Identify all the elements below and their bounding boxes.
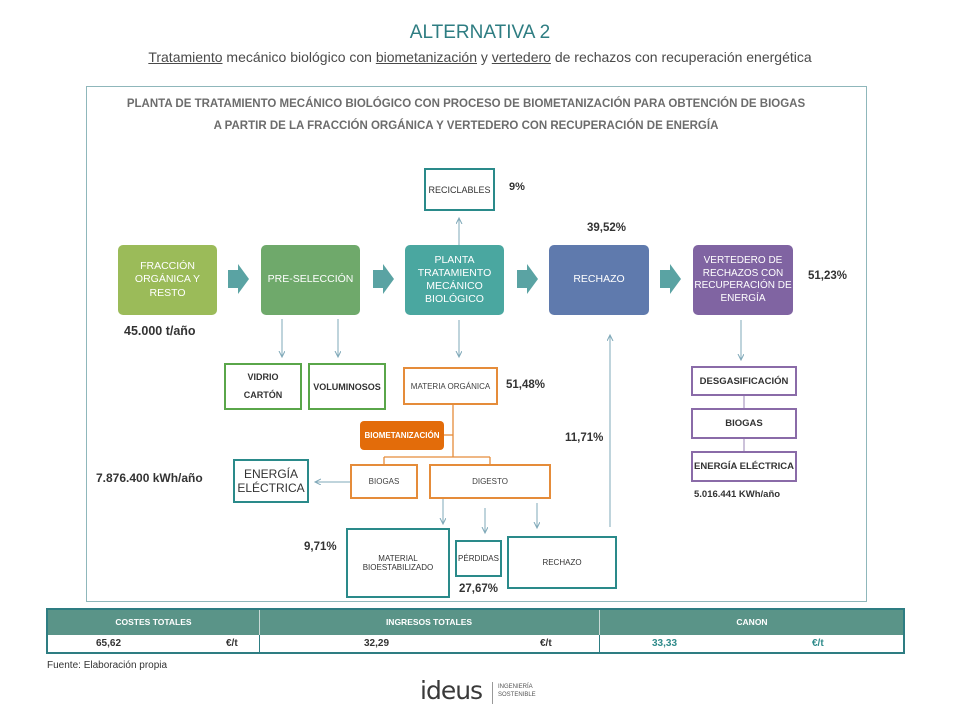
- node-reciclables: RECICLABLES: [424, 168, 495, 211]
- header-divider: [259, 610, 260, 635]
- node-vidrio-label: VIDRIO: [247, 372, 279, 383]
- node-biogas-small: BIOGAS: [350, 464, 418, 499]
- source-note: Fuente: Elaboración propia: [47, 660, 168, 671]
- node-rechazo: RECHAZO: [549, 245, 649, 315]
- header-canon: CANON: [736, 617, 768, 627]
- node-vertedero: VERTEDERO DE RECHAZOS CON RECUPERACIÓN DE ENERGÍA: [693, 245, 793, 315]
- unit-canon: €/t: [812, 638, 824, 649]
- row-divider: [259, 635, 260, 652]
- header-costes-totales: COSTES TOTALES: [115, 617, 192, 627]
- cost-table: [46, 608, 905, 654]
- diagram-title-line2: A PARTIR DE LA FRACCIÓN ORGÁNICA Y VERTEDERO CON RECUPERACIÓN DE ENERGÍA: [213, 120, 719, 132]
- label-pct-vertedero: 51,23%: [808, 270, 848, 282]
- flow-arrow-4: [660, 264, 681, 294]
- label-pct-perdidas: 27,67%: [459, 583, 499, 595]
- subtitle-text-2: y: [477, 49, 492, 65]
- node-vidrio-carton: [224, 363, 302, 410]
- node-perdidas: PÉRDIDAS: [455, 540, 502, 577]
- flow-arrow-3: [517, 264, 538, 294]
- node-fraccion-organica: FRACCIÓN ORGÁNICA Y RESTO: [118, 245, 217, 315]
- node-energia-electrica-left: ENERGÍA ELÉCTRICA: [233, 459, 309, 503]
- diagram-title-line1: PLANTA DE TRATAMIENTO MECÁNICO BIOLÓGICO CON PROCESO DE BIOMETANIZACIÓN PARA OBTENCIÓN DE BIOGAS: [126, 98, 806, 110]
- node-material-bioestabilizado: MATERIAL BIOESTABILIZADO: [346, 528, 450, 598]
- label-pct-return: 11,71%: [565, 432, 604, 444]
- node-biogas-right: BIOGAS: [691, 408, 797, 439]
- node-voluminosos: VOLUMINOSOS: [308, 363, 386, 410]
- subtitle-text-1: mecánico biológico con: [222, 49, 376, 65]
- flow-arrow-1: [228, 264, 249, 294]
- subtitle-word-tratamiento: Tratamiento: [148, 49, 223, 65]
- node-materia-organica: MATERIA ORGÁNICA: [403, 367, 498, 405]
- label-pct-rechazo: 39,52%: [587, 222, 627, 234]
- page-title: ALTERNATIVA 2: [409, 22, 551, 43]
- logo-wordmark: ideus: [420, 676, 483, 705]
- value-ingresos: 32,29: [364, 638, 390, 649]
- label-input-amount: 45.000 t/año: [124, 324, 196, 338]
- node-digesto: DIGESTO: [429, 464, 551, 499]
- node-energia-electrica-right: ENERGÍA ELÉCTRICA: [691, 451, 797, 482]
- node-desgasificacion: DESGASIFICACIÓN: [691, 366, 797, 396]
- label-pct-reciclables: 9%: [509, 181, 525, 193]
- label-pct-bioestabilizado: 9,71%: [304, 541, 337, 553]
- subtitle-word-vertedero: vertedero: [491, 49, 551, 65]
- ideus-logo: [420, 678, 540, 708]
- cost-table-value-row: [48, 635, 903, 652]
- label-energy-right: 5.016.441 KWh/año: [694, 489, 781, 500]
- logo-divider: [492, 682, 493, 704]
- label-energy-left: 7.876.400 kWh/año: [96, 471, 203, 485]
- node-planta-tmb: PLANTA TRATAMIENTO MECÁNICO BIOLÓGICO: [405, 245, 504, 315]
- flow-arrow-2: [373, 264, 394, 294]
- logo-tagline-line1: INGENIERÍA: [498, 684, 533, 690]
- node-preseleccion: PRE-SELECCIÓN: [261, 245, 360, 315]
- cost-table-header-row: [48, 610, 903, 635]
- value-canon: 33,33: [652, 638, 678, 649]
- node-carton-label: CARTÓN: [243, 389, 283, 400]
- subtitle-text-3: de rechazos con recuperación energética: [550, 49, 812, 65]
- label-pct-materia: 51,48%: [506, 379, 546, 391]
- row-divider: [599, 635, 600, 652]
- subtitle-word-biometanizacion: biometanización: [375, 49, 477, 65]
- logo-tagline-line2: SOSTENIBLE: [498, 691, 536, 698]
- unit-costes: €/t: [226, 638, 238, 649]
- header-divider: [599, 610, 600, 635]
- node-rechazo-bottom: RECHAZO: [507, 536, 617, 589]
- header-ingresos-totales: INGRESOS TOTALES: [385, 617, 473, 627]
- value-costes: 65,62: [96, 638, 122, 649]
- unit-ingresos: €/t: [540, 638, 552, 649]
- node-biometanizacion: BIOMETANIZACIÓN: [360, 421, 444, 450]
- logo-tagline: [498, 684, 536, 700]
